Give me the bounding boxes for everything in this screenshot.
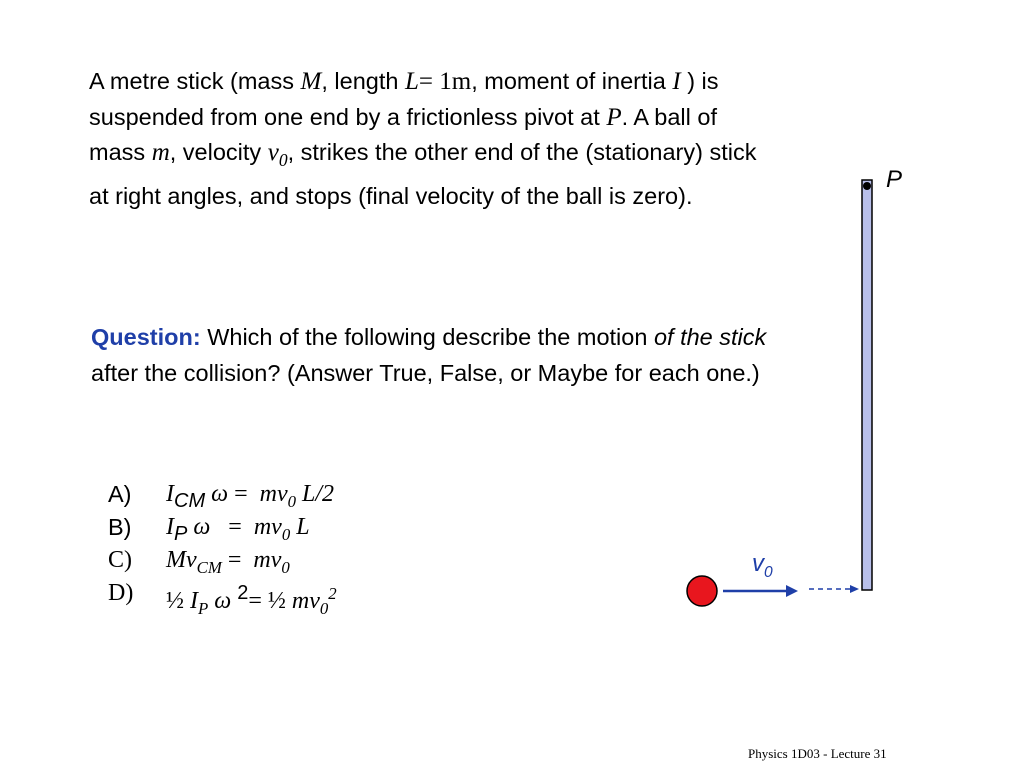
intro-text: , length (321, 68, 405, 94)
pivot-label: P (886, 166, 903, 193)
mass-symbol: M (300, 68, 322, 95)
intro-text: A metre stick (mass (89, 68, 301, 94)
answer-letter: D) (108, 580, 134, 606)
velocity-label-letter: v (752, 550, 764, 577)
velocity-label-subscript: 0 (764, 563, 773, 581)
answer-letter: C) (108, 547, 132, 573)
answer-letter: A) (108, 481, 132, 507)
intro-text: , velocity (169, 139, 268, 165)
length-value: = 1m (418, 68, 472, 95)
ball-mass-symbol: m (151, 139, 170, 166)
slide-footer: Physics 1D03 - Lecture 31 (748, 746, 887, 761)
question-label: Question: (91, 324, 201, 350)
answer-equation: $I_P$ $\omega = mv_0$ L (166, 514, 310, 545)
velocity-letter: v (267, 139, 279, 166)
inertia-symbol: I (672, 68, 681, 95)
question-emphasis: of the stick (653, 324, 767, 350)
intro-text: , strikes the other end of the (stationary) stick at right angles, and stops (final velocity of the ball is zero). (89, 139, 757, 209)
intro-text: ) is suspended from one end by a frictionless pivot at (89, 68, 719, 130)
pivot-symbol: P (606, 103, 622, 131)
velocity-label (752, 550, 773, 582)
ball-path-arrow-head (850, 585, 859, 593)
length-symbol: L (405, 68, 419, 95)
answer-equation: ½ $I_P$ ω $^2$= ½ $mv_0^2$ (166, 582, 337, 618)
answer-letter: B) (108, 514, 132, 540)
pivot-point (863, 182, 871, 190)
ball (687, 576, 717, 606)
intro-text: , moment of inertia (471, 68, 673, 94)
answer-equation: $I_{CM}$ $\omega = mv_0$ L/2 (166, 481, 334, 512)
velocity-arrow-head (786, 585, 798, 597)
answer-equation: $Mv_{CM} = mv_0$ (166, 547, 290, 577)
meter-stick (862, 180, 872, 590)
velocity-subscript: 0 (278, 150, 288, 170)
intro-text: . A ball of mass (89, 103, 717, 165)
question-text: Which of the following describe the motion (200, 324, 654, 350)
question-text: after the collision? (Answer True, False, or Maybe for each one.) (91, 359, 760, 386)
